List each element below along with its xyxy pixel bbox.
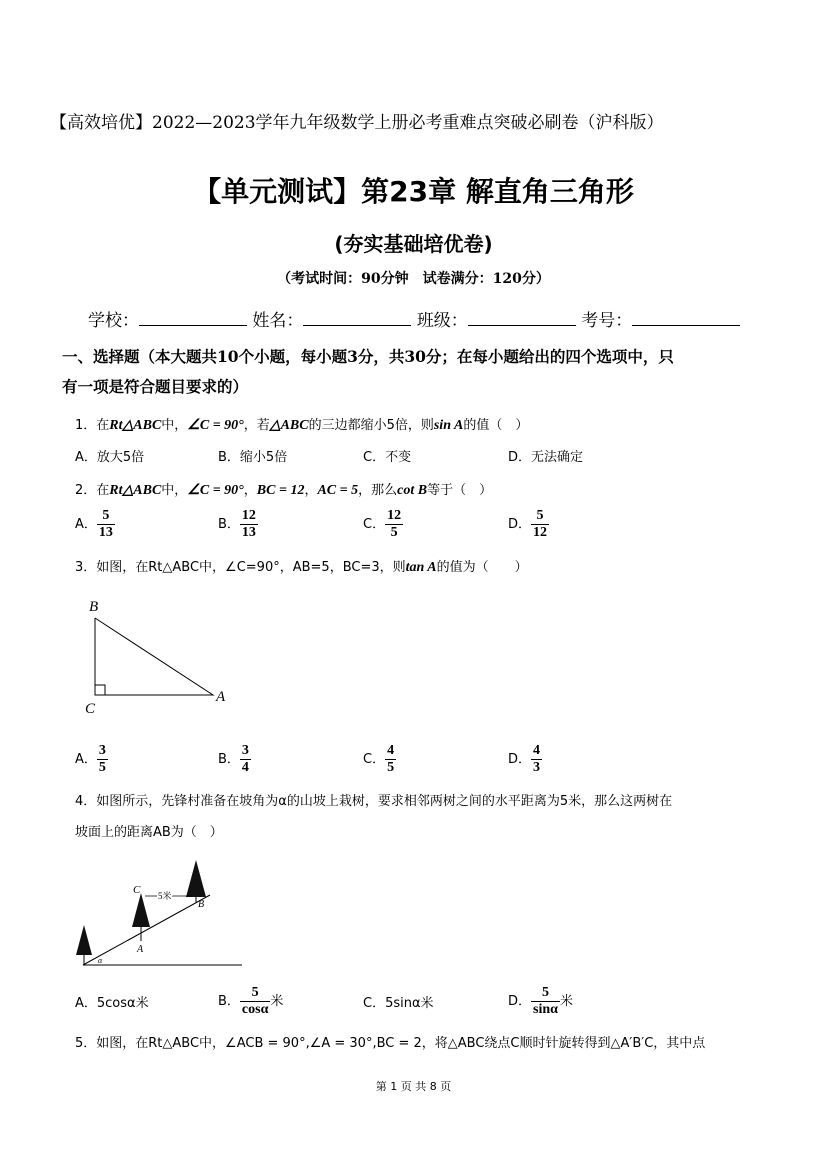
q2-math: BC = 12: [256, 483, 305, 498]
q1-math: sin A: [433, 418, 464, 433]
q3-option-c: C． $\frac{4}{5}$: [363, 743, 395, 775]
q4-slope-figure: [70, 855, 250, 975]
class-label: 班级：: [416, 311, 468, 331]
q4-option-c: C．5sinα米: [363, 996, 434, 1011]
q3-triangle-figure: [80, 595, 240, 720]
svg-text:B: B: [198, 899, 205, 910]
q2-text: 中，: [161, 483, 188, 498]
q3-option-d: D． $\frac{4}{3}$: [508, 743, 541, 775]
q4-option-a: A．5cosα米: [75, 996, 149, 1011]
q2-math: AC = 5: [317, 483, 359, 498]
q1-math: △ABC: [269, 418, 309, 433]
section-heading-line2: 有一项是符合题目要求的）: [62, 377, 249, 396]
label-b: B: [89, 599, 99, 615]
q1-text: 的值（ ）: [463, 418, 529, 433]
q4-option-b: B． $\frac{5}{\cos\alpha}$ 米: [218, 985, 284, 1017]
q2-text: ，: [304, 483, 318, 498]
q2-option-d: D． $\frac{5}{12}$: [508, 508, 548, 540]
class-blank[interactable]: [468, 311, 576, 326]
q1-text: 1．在: [75, 418, 110, 433]
question-5: 5．如图，在Rt△ABC中，∠ACB = 90°,∠A = 30°,BC = 2，将△ABC绕点C顺时针旋转得到△A′B′C，其中点: [75, 1036, 706, 1051]
question-1: [75, 414, 528, 434]
q1-math: ∠C = 90°: [187, 418, 244, 433]
question-2: [75, 479, 492, 499]
number-label: 考号：: [581, 311, 633, 331]
q1-option-d: D．无法确定: [508, 450, 584, 465]
q2-option-c: C． $\frac{12}{5}$: [363, 508, 402, 540]
svg-text:C: C: [133, 884, 141, 896]
q1-option-b: B．缩小5倍: [218, 450, 288, 465]
q1-text: 的三边都缩小5倍，则: [308, 418, 434, 433]
q2-math: Rt△ABC: [109, 483, 162, 498]
school-label: 学校：: [88, 311, 139, 331]
school-blank[interactable]: [139, 311, 247, 326]
section-heading-line1: 一、选择题（本大题共10个小题，每小题3分，共30分；在每小题给出的四个选项中，只: [62, 347, 674, 366]
page-subtitle: (夯实基础培优卷): [334, 232, 493, 256]
page-footer: 第 1 页 共 8 页: [375, 1080, 452, 1093]
label-a: A: [216, 689, 226, 705]
page-title: 【单元测试】第23章 解直角三角形: [193, 175, 634, 208]
q1-math: Rt△ABC: [109, 418, 162, 433]
q2-option-b: B． $\frac{12}{13}$: [218, 508, 256, 540]
number-blank[interactable]: [632, 311, 740, 326]
q1-text: 中，: [161, 418, 188, 433]
q3-option-b: B． $\frac{3}{4}$: [218, 743, 249, 775]
svg-text:A: A: [137, 944, 144, 955]
q1-option-a: A．放大5倍: [75, 450, 145, 465]
q2-text: ，那么: [358, 483, 398, 498]
q1-text: ，若: [243, 418, 270, 433]
q2-text: 2．在: [75, 483, 110, 498]
label-c: C: [85, 701, 96, 717]
q4-option-d: D． $\frac{5}{\sin\alpha}$ 米: [508, 985, 573, 1017]
q2-text: 等于（ ）: [427, 483, 493, 498]
name-label: 姓名：: [252, 311, 304, 331]
exam-info: （考试时间：90分钟 试卷满分：120分）: [277, 271, 550, 287]
name-blank[interactable]: [303, 311, 411, 326]
q2-math: ∠C = 90°: [187, 483, 244, 498]
q2-option-a: A． $\frac{5}{13}$: [75, 508, 113, 540]
q1-option-c: C．不变: [363, 450, 412, 465]
q3-option-a: A． $\frac{3}{5}$: [75, 743, 106, 775]
svg-text:5米: 5米: [158, 891, 172, 901]
svg-text:α: α: [98, 956, 103, 965]
document-header: 【高效培优】2022—2023学年九年级数学上册必考重难点突破必刷卷（沪科版）: [50, 113, 664, 133]
question-4-line1: 4．如图所示，先锋村准备在坡角为α的山坡上栽树，要求相邻两树之间的水平距离为5米，那么这两树在: [75, 794, 673, 809]
question-3: 3．如图，在Rt△ABC中，∠C=90°，AB=5，BC=3，则tan A的值为（ ）: [75, 560, 528, 575]
q2-math: cot B: [397, 483, 428, 498]
q2-text: ，: [243, 483, 257, 498]
student-fields: [88, 306, 740, 331]
question-4-line2: 坡面上的距离AB为（ ）: [75, 825, 223, 840]
